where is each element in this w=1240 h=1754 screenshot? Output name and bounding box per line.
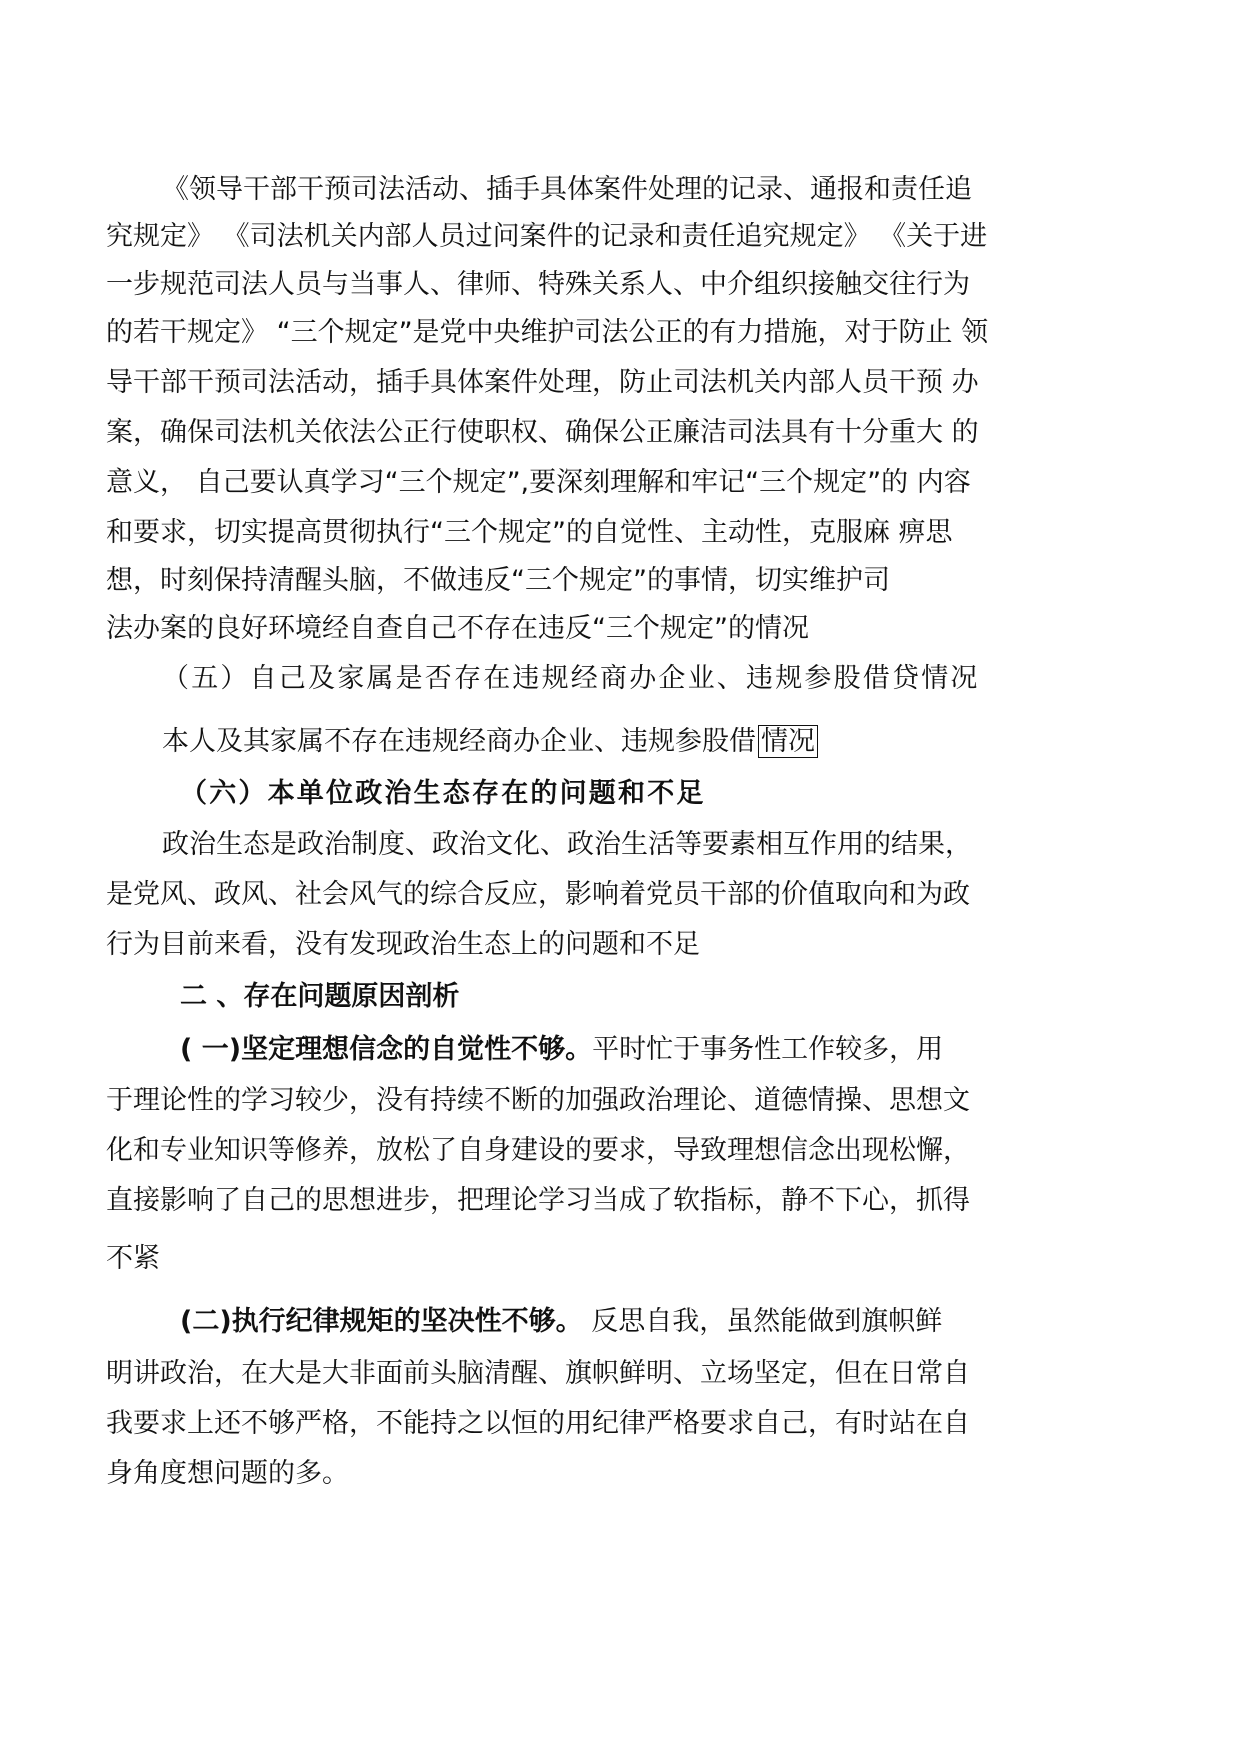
text-line: 一步规范司法人员与当事人、律师、特殊关系人、中介组织接触交往行为 — [106, 269, 970, 300]
text-line: 《领导干部干预司法活动、插手具体案件处理的记录、通报和责任追 — [162, 174, 972, 205]
section-heading-six: （六）本单位政治生态存在的问题和不足 — [180, 778, 706, 809]
text-line: 究规定》 《司法机关内部人员过问案件的记录和责任追究规定》 《关于进 — [106, 221, 988, 252]
text-line: 明讲政治，在大是大非面前头脑清醒、旗帜鲜明、立场坚定，但在日常自 — [106, 1358, 970, 1389]
paragraph-two-text: 反思自我，虽然能做到旗帜鲜 — [582, 1306, 943, 1337]
chapter-heading-two: 二 、存在问题原因剖析 — [180, 981, 460, 1012]
text-line: 法办案的良好环境经自查自己不存在违反“三个规定”的情况 — [106, 613, 809, 644]
text-line — [162, 723, 818, 761]
text-line: 和要求，切实提高贯彻执行“三个规定”的自觉性、主动性，克服麻 痹思 — [106, 517, 953, 548]
paragraph-one-text: 平时忙于事务性工作较多，用 — [592, 1034, 944, 1065]
section-heading-five: （五）自己及家属是否存在违规经商办企业、违规参股借贷情况 — [162, 663, 980, 694]
text-line: 意义， 自己要认真学习“三个规定”,要深刻理解和牢记“三个规定”的 内容 — [106, 467, 971, 498]
text-line: 的若干规定》 “三个规定”是党中央维护司法公正的有力措施，对于防止 领 — [106, 317, 989, 348]
text-line: 导干部干预司法活动，插手具体案件处理，防止司法机关内部人员干预 办 — [106, 367, 979, 398]
text-line-main: 本人及其家属不存在违规经商办企业、违规参股借 — [162, 726, 756, 757]
text-line: 政治生态是政治制度、政治文化、政治生活等要素相互作用的结果， — [162, 829, 972, 860]
boxed-text: 情况 — [758, 725, 818, 758]
text-line: 案，确保司法机关依法公正行使职权、确保公正廉洁司法具有十分重大 的 — [106, 417, 979, 448]
text-line: 行为目前来看，没有发现政治生态上的问题和不足 — [106, 929, 700, 960]
text-line: 想，时刻保持清醒头脑，不做违反“三个规定”的事情，切实维护司 — [106, 565, 890, 596]
text-line: 是党风、政风、社会风气的综合反应，影响着党员干部的价值取向和为政 — [106, 879, 970, 910]
paragraph-two-heading: (二)执行纪律规矩的坚决性不够。 — [180, 1306, 583, 1337]
paragraph-two-first-line — [180, 1303, 942, 1341]
text-line: 于理论性的学习较少，没有持续不断的加强政治理论、道德情操、思想文 — [106, 1085, 970, 1116]
text-line: 身角度想问题的多。 — [106, 1458, 349, 1489]
text-line: 不紧 — [106, 1243, 160, 1274]
paragraph-one-heading: ( 一)坚定理想信念的自觉性不够。 — [180, 1034, 593, 1065]
paragraph-one-first-line — [180, 1031, 943, 1069]
text-line: 我要求上还不够严格，不能持之以恒的用纪律严格要求自己，有时站在自 — [106, 1408, 970, 1439]
text-line: 化和专业知识等修养，放松了自身建设的要求，导致理想信念出现松懈， — [106, 1135, 970, 1166]
text-line: 直接影响了自己的思想进步，把理论学习当成了软指标，静不下心，抓得 — [106, 1185, 970, 1216]
